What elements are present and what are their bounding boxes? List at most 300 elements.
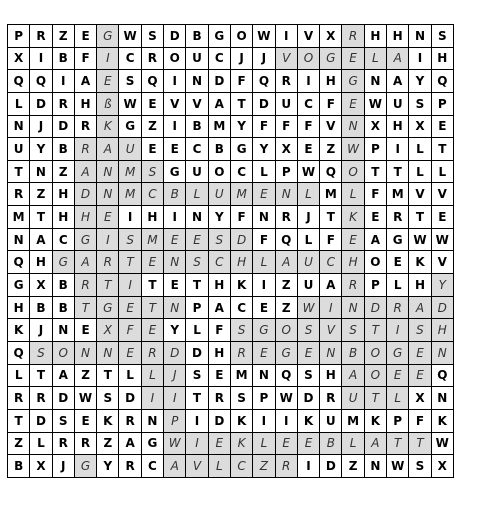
grid-cell[interactable]: L	[253, 160, 275, 183]
grid-cell[interactable]: S	[119, 228, 141, 251]
grid-cell[interactable]: W	[275, 387, 297, 410]
grid-cell[interactable]: B	[52, 138, 74, 161]
grid-cell[interactable]: S	[186, 251, 208, 274]
grid-cell[interactable]: D	[230, 228, 252, 251]
grid-cell[interactable]: Q	[253, 70, 275, 93]
grid-cell[interactable]: B	[52, 296, 74, 319]
grid-cell[interactable]: Z	[74, 364, 96, 387]
grid-cell[interactable]: V	[186, 455, 208, 478]
grid-cell[interactable]: Q	[275, 364, 297, 387]
grid-cell[interactable]: S	[297, 364, 319, 387]
grid-cell[interactable]: Q	[431, 70, 453, 93]
grid-cell[interactable]: D	[364, 296, 386, 319]
grid-cell[interactable]: D	[30, 92, 52, 115]
grid-cell[interactable]: E	[431, 115, 453, 138]
grid-cell[interactable]: X	[320, 25, 342, 48]
grid-cell[interactable]: H	[364, 25, 386, 48]
grid-cell[interactable]: D	[164, 341, 186, 364]
grid-cell[interactable]: G	[275, 341, 297, 364]
grid-cell[interactable]: T	[387, 160, 409, 183]
grid-cell[interactable]: P	[387, 409, 409, 432]
grid-cell[interactable]: N	[74, 341, 96, 364]
grid-cell[interactable]: Y	[30, 138, 52, 161]
grid-cell[interactable]: I	[387, 319, 409, 342]
grid-cell[interactable]: E	[186, 228, 208, 251]
grid-cell[interactable]: A	[164, 455, 186, 478]
grid-cell[interactable]: R	[119, 409, 141, 432]
grid-cell[interactable]: A	[409, 296, 431, 319]
grid-cell[interactable]: I	[164, 70, 186, 93]
grid-cell[interactable]: S	[230, 319, 252, 342]
grid-cell[interactable]: R	[387, 296, 409, 319]
grid-cell[interactable]: G	[342, 70, 364, 93]
grid-cell[interactable]: H	[409, 274, 431, 297]
grid-cell[interactable]: Q	[275, 228, 297, 251]
grid-cell[interactable]: P	[364, 274, 386, 297]
grid-cell[interactable]: S	[30, 341, 52, 364]
grid-cell[interactable]: V	[320, 115, 342, 138]
grid-cell[interactable]: Z	[30, 183, 52, 206]
grid-cell[interactable]: E	[342, 228, 364, 251]
grid-cell[interactable]: H	[74, 206, 96, 229]
grid-cell[interactable]: B	[8, 455, 30, 478]
grid-cell[interactable]: K	[409, 251, 431, 274]
grid-cell[interactable]: N	[186, 206, 208, 229]
grid-cell[interactable]: V	[431, 183, 453, 206]
grid-cell[interactable]: T	[431, 138, 453, 161]
grid-cell[interactable]: B	[186, 115, 208, 138]
grid-cell[interactable]: E	[297, 341, 319, 364]
grid-cell[interactable]: N	[253, 364, 275, 387]
grid-cell[interactable]: Q	[8, 70, 30, 93]
grid-cell[interactable]: H	[431, 319, 453, 342]
grid-cell[interactable]: Y	[97, 455, 119, 478]
grid-cell[interactable]: I	[164, 387, 186, 410]
grid-cell[interactable]: S	[52, 409, 74, 432]
grid-cell[interactable]: G	[230, 138, 252, 161]
grid-cell[interactable]: H	[8, 296, 30, 319]
grid-cell[interactable]: I	[119, 274, 141, 297]
grid-cell[interactable]: F	[409, 409, 431, 432]
grid-cell[interactable]: E	[342, 92, 364, 115]
grid-cell[interactable]: S	[186, 364, 208, 387]
grid-cell[interactable]: Y	[230, 115, 252, 138]
grid-cell[interactable]: T	[141, 296, 163, 319]
grid-cell[interactable]: K	[230, 432, 252, 455]
grid-cell[interactable]: C	[208, 251, 230, 274]
grid-cell[interactable]: T	[8, 160, 30, 183]
grid-cell[interactable]: D	[186, 341, 208, 364]
grid-cell[interactable]: Z	[141, 115, 163, 138]
grid-cell[interactable]: ß	[97, 92, 119, 115]
grid-cell[interactable]: A	[208, 92, 230, 115]
grid-cell[interactable]: M	[387, 183, 409, 206]
grid-cell[interactable]: T	[230, 92, 252, 115]
grid-cell[interactable]: T	[97, 274, 119, 297]
grid-cell[interactable]: M	[230, 364, 252, 387]
grid-cell[interactable]: R	[97, 251, 119, 274]
grid-cell[interactable]: I	[275, 409, 297, 432]
grid-cell[interactable]: L	[431, 160, 453, 183]
grid-cell[interactable]: F	[320, 92, 342, 115]
grid-cell[interactable]: C	[320, 251, 342, 274]
grid-cell[interactable]: H	[52, 183, 74, 206]
grid-cell[interactable]: I	[164, 206, 186, 229]
grid-cell[interactable]: I	[186, 432, 208, 455]
grid-cell[interactable]: R	[74, 115, 96, 138]
grid-cell[interactable]: A	[387, 70, 409, 93]
grid-cell[interactable]: E	[342, 47, 364, 70]
grid-cell[interactable]: M	[342, 409, 364, 432]
grid-cell[interactable]: W	[297, 296, 319, 319]
grid-cell[interactable]: X	[30, 455, 52, 478]
grid-cell[interactable]: C	[230, 455, 252, 478]
grid-cell[interactable]: W	[119, 92, 141, 115]
grid-cell[interactable]: T	[320, 206, 342, 229]
grid-cell[interactable]: L	[342, 183, 364, 206]
grid-cell[interactable]: C	[208, 47, 230, 70]
grid-cell[interactable]: R	[275, 455, 297, 478]
grid-cell[interactable]: X	[409, 387, 431, 410]
grid-cell[interactable]: Z	[342, 455, 364, 478]
grid-cell[interactable]: R	[275, 70, 297, 93]
grid-cell[interactable]: N	[97, 183, 119, 206]
grid-cell[interactable]: L	[387, 387, 409, 410]
grid-cell[interactable]: N	[186, 70, 208, 93]
grid-cell[interactable]: R	[141, 47, 163, 70]
grid-cell[interactable]: F	[320, 228, 342, 251]
grid-cell[interactable]: S	[431, 25, 453, 48]
grid-cell[interactable]: L	[364, 47, 386, 70]
grid-cell[interactable]: Q	[320, 160, 342, 183]
grid-cell[interactable]: B	[52, 274, 74, 297]
grid-cell[interactable]: N	[342, 296, 364, 319]
grid-cell[interactable]: D	[164, 25, 186, 48]
grid-cell[interactable]: M	[119, 183, 141, 206]
grid-cell[interactable]: W	[119, 25, 141, 48]
grid-cell[interactable]: E	[275, 432, 297, 455]
grid-cell[interactable]: X	[97, 319, 119, 342]
grid-cell[interactable]: L	[8, 364, 30, 387]
grid-cell[interactable]: U	[297, 251, 319, 274]
grid-cell[interactable]: R	[275, 206, 297, 229]
grid-cell[interactable]: E	[297, 138, 319, 161]
grid-cell[interactable]: T	[409, 206, 431, 229]
grid-cell[interactable]: E	[164, 228, 186, 251]
grid-cell[interactable]: S	[119, 70, 141, 93]
grid-cell[interactable]: F	[364, 183, 386, 206]
grid-cell[interactable]: F	[230, 206, 252, 229]
grid-cell[interactable]: M	[8, 206, 30, 229]
grid-cell[interactable]: G	[164, 160, 186, 183]
grid-cell[interactable]: O	[297, 47, 319, 70]
grid-cell[interactable]: V	[409, 183, 431, 206]
grid-cell[interactable]: S	[97, 387, 119, 410]
grid-cell[interactable]: H	[342, 251, 364, 274]
grid-cell[interactable]: Z	[275, 296, 297, 319]
grid-cell[interactable]: A	[119, 432, 141, 455]
grid-cell[interactable]: W	[431, 432, 453, 455]
grid-cell[interactable]: T	[364, 160, 386, 183]
grid-cell[interactable]: L	[409, 160, 431, 183]
grid-cell[interactable]: L	[8, 92, 30, 115]
grid-cell[interactable]: G	[52, 251, 74, 274]
grid-cell[interactable]: T	[141, 274, 163, 297]
grid-cell[interactable]: Z	[320, 138, 342, 161]
grid-cell[interactable]: U	[119, 138, 141, 161]
grid-cell[interactable]: E	[97, 70, 119, 93]
grid-cell[interactable]: U	[275, 92, 297, 115]
grid-cell[interactable]: T	[186, 274, 208, 297]
grid-cell[interactable]: E	[141, 319, 163, 342]
grid-cell[interactable]: X	[364, 115, 386, 138]
grid-cell[interactable]: D	[74, 183, 96, 206]
grid-cell[interactable]: D	[119, 387, 141, 410]
grid-cell[interactable]: R	[74, 274, 96, 297]
grid-cell[interactable]: L	[387, 274, 409, 297]
grid-cell[interactable]: B	[320, 432, 342, 455]
grid-cell[interactable]: N	[320, 341, 342, 364]
grid-cell[interactable]: P	[431, 92, 453, 115]
grid-cell[interactable]: A	[342, 364, 364, 387]
grid-cell[interactable]: P	[253, 387, 275, 410]
grid-cell[interactable]: O	[275, 319, 297, 342]
grid-cell[interactable]: N	[52, 319, 74, 342]
grid-cell[interactable]: I	[30, 47, 52, 70]
grid-cell[interactable]: N	[141, 409, 163, 432]
grid-cell[interactable]: J	[164, 364, 186, 387]
grid-cell[interactable]: J	[253, 47, 275, 70]
grid-cell[interactable]: O	[342, 160, 364, 183]
grid-cell[interactable]: N	[364, 455, 386, 478]
grid-cell[interactable]: K	[97, 409, 119, 432]
grid-cell[interactable]: U	[320, 409, 342, 432]
grid-cell[interactable]: D	[208, 70, 230, 93]
grid-cell[interactable]: W	[342, 138, 364, 161]
grid-cell[interactable]: S	[141, 160, 163, 183]
grid-cell[interactable]: N	[97, 160, 119, 183]
grid-cell[interactable]: E	[208, 432, 230, 455]
grid-cell[interactable]: N	[364, 70, 386, 93]
grid-cell[interactable]: T	[364, 387, 386, 410]
grid-cell[interactable]: R	[141, 341, 163, 364]
grid-cell[interactable]: L	[119, 364, 141, 387]
grid-cell[interactable]: E	[431, 206, 453, 229]
grid-cell[interactable]: G	[97, 296, 119, 319]
grid-cell[interactable]: M	[141, 228, 163, 251]
grid-cell[interactable]: E	[74, 409, 96, 432]
grid-cell[interactable]: F	[297, 115, 319, 138]
grid-cell[interactable]: B	[342, 341, 364, 364]
grid-cell[interactable]: W	[164, 432, 186, 455]
grid-cell[interactable]: R	[320, 387, 342, 410]
grid-cell[interactable]: L	[297, 228, 319, 251]
grid-cell[interactable]: I	[253, 409, 275, 432]
grid-cell[interactable]: L	[186, 319, 208, 342]
grid-cell[interactable]: O	[164, 47, 186, 70]
grid-cell[interactable]: O	[364, 364, 386, 387]
grid-cell[interactable]: P	[8, 25, 30, 48]
grid-cell[interactable]: T	[8, 409, 30, 432]
grid-cell[interactable]: A	[387, 47, 409, 70]
grid-cell[interactable]: N	[8, 228, 30, 251]
grid-cell[interactable]: G	[253, 319, 275, 342]
grid-cell[interactable]: V	[431, 251, 453, 274]
grid-cell[interactable]: N	[409, 25, 431, 48]
grid-cell[interactable]: G	[8, 274, 30, 297]
grid-cell[interactable]: E	[253, 296, 275, 319]
grid-cell[interactable]: C	[230, 160, 252, 183]
grid-cell[interactable]: W	[387, 455, 409, 478]
grid-cell[interactable]: V	[320, 319, 342, 342]
grid-cell[interactable]: F	[275, 115, 297, 138]
grid-cell[interactable]: R	[387, 206, 409, 229]
grid-cell[interactable]: Z	[253, 455, 275, 478]
grid-cell[interactable]: O	[364, 341, 386, 364]
grid-cell[interactable]: K	[297, 409, 319, 432]
grid-cell[interactable]: S	[409, 319, 431, 342]
grid-cell[interactable]: E	[119, 341, 141, 364]
grid-cell[interactable]: K	[431, 409, 453, 432]
grid-cell[interactable]: H	[30, 251, 52, 274]
grid-cell[interactable]: P	[164, 409, 186, 432]
grid-cell[interactable]: X	[275, 138, 297, 161]
grid-cell[interactable]: C	[297, 92, 319, 115]
grid-cell[interactable]: N	[431, 387, 453, 410]
grid-cell[interactable]: D	[431, 296, 453, 319]
grid-cell[interactable]: I	[52, 70, 74, 93]
grid-cell[interactable]: L	[253, 251, 275, 274]
grid-cell[interactable]: L	[141, 364, 163, 387]
grid-cell[interactable]: I	[119, 206, 141, 229]
grid-cell[interactable]: I	[320, 296, 342, 319]
grid-cell[interactable]: I	[297, 70, 319, 93]
grid-cell[interactable]: G	[74, 228, 96, 251]
grid-cell[interactable]: L	[409, 138, 431, 161]
grid-cell[interactable]: T	[74, 296, 96, 319]
grid-cell[interactable]: P	[364, 138, 386, 161]
grid-cell[interactable]: F	[208, 319, 230, 342]
grid-cell[interactable]: G	[320, 47, 342, 70]
grid-cell[interactable]: L	[253, 432, 275, 455]
grid-cell[interactable]: L	[186, 183, 208, 206]
grid-cell[interactable]: B	[186, 25, 208, 48]
grid-cell[interactable]: J	[30, 115, 52, 138]
grid-cell[interactable]: E	[74, 319, 96, 342]
grid-cell[interactable]: M	[320, 183, 342, 206]
grid-cell[interactable]: P	[275, 160, 297, 183]
grid-cell[interactable]: Z	[52, 160, 74, 183]
grid-cell[interactable]: T	[409, 432, 431, 455]
grid-cell[interactable]: U	[208, 183, 230, 206]
grid-cell[interactable]: C	[141, 455, 163, 478]
grid-cell[interactable]: I	[141, 387, 163, 410]
grid-cell[interactable]: I	[275, 25, 297, 48]
grid-cell[interactable]: R	[8, 183, 30, 206]
grid-cell[interactable]: I	[297, 455, 319, 478]
grid-cell[interactable]: O	[230, 25, 252, 48]
grid-cell[interactable]: N	[8, 115, 30, 138]
grid-cell[interactable]: T	[387, 432, 409, 455]
grid-cell[interactable]: B	[30, 296, 52, 319]
grid-cell[interactable]: Z	[275, 274, 297, 297]
grid-cell[interactable]: F	[253, 228, 275, 251]
grid-cell[interactable]: G	[387, 341, 409, 364]
grid-cell[interactable]: E	[74, 25, 96, 48]
grid-cell[interactable]: Z	[8, 432, 30, 455]
grid-cell[interactable]: N	[342, 115, 364, 138]
grid-cell[interactable]: N	[164, 251, 186, 274]
grid-cell[interactable]: T	[30, 206, 52, 229]
grid-cell[interactable]: S	[297, 319, 319, 342]
grid-cell[interactable]: D	[52, 115, 74, 138]
grid-cell[interactable]: N	[164, 296, 186, 319]
grid-cell[interactable]: E	[208, 364, 230, 387]
grid-cell[interactable]: L	[342, 432, 364, 455]
grid-cell[interactable]: R	[74, 432, 96, 455]
grid-cell[interactable]: E	[253, 183, 275, 206]
grid-cell[interactable]: D	[253, 92, 275, 115]
grid-cell[interactable]: G	[74, 455, 96, 478]
grid-cell[interactable]: S	[409, 92, 431, 115]
grid-cell[interactable]: O	[208, 160, 230, 183]
grid-cell[interactable]: M	[208, 115, 230, 138]
grid-cell[interactable]: G	[387, 228, 409, 251]
grid-cell[interactable]: J	[297, 206, 319, 229]
grid-cell[interactable]: E	[164, 274, 186, 297]
grid-cell[interactable]: E	[119, 296, 141, 319]
grid-cell[interactable]: R	[74, 138, 96, 161]
grid-cell[interactable]: R	[342, 25, 364, 48]
grid-cell[interactable]: Z	[52, 25, 74, 48]
grid-cell[interactable]: R	[30, 387, 52, 410]
grid-cell[interactable]: G	[119, 115, 141, 138]
grid-cell[interactable]: E	[409, 341, 431, 364]
grid-cell[interactable]: H	[387, 25, 409, 48]
grid-cell[interactable]: C	[52, 228, 74, 251]
grid-cell[interactable]: V	[186, 92, 208, 115]
grid-cell[interactable]: K	[364, 409, 386, 432]
grid-cell[interactable]: G	[208, 25, 230, 48]
grid-cell[interactable]: X	[30, 274, 52, 297]
grid-cell[interactable]: R	[208, 387, 230, 410]
grid-cell[interactable]: T	[364, 319, 386, 342]
grid-cell[interactable]: Q	[431, 364, 453, 387]
grid-cell[interactable]: D	[52, 387, 74, 410]
grid-cell[interactable]: A	[30, 228, 52, 251]
grid-cell[interactable]: F	[253, 115, 275, 138]
grid-cell[interactable]: N	[30, 160, 52, 183]
grid-cell[interactable]: D	[208, 409, 230, 432]
grid-cell[interactable]: A	[97, 138, 119, 161]
grid-cell[interactable]: U	[342, 387, 364, 410]
grid-cell[interactable]: W	[253, 25, 275, 48]
grid-cell[interactable]: C	[230, 296, 252, 319]
grid-cell[interactable]: N	[431, 341, 453, 364]
grid-cell[interactable]: N	[253, 206, 275, 229]
grid-cell[interactable]: U	[186, 47, 208, 70]
grid-cell[interactable]: H	[208, 274, 230, 297]
grid-cell[interactable]: W	[431, 228, 453, 251]
grid-cell[interactable]: D	[30, 409, 52, 432]
grid-cell[interactable]: L	[30, 432, 52, 455]
grid-cell[interactable]: U	[8, 138, 30, 161]
grid-cell[interactable]: A	[74, 160, 96, 183]
grid-cell[interactable]: J	[230, 47, 252, 70]
grid-cell[interactable]: I	[164, 115, 186, 138]
grid-cell[interactable]: V	[297, 25, 319, 48]
grid-cell[interactable]: M	[230, 183, 252, 206]
